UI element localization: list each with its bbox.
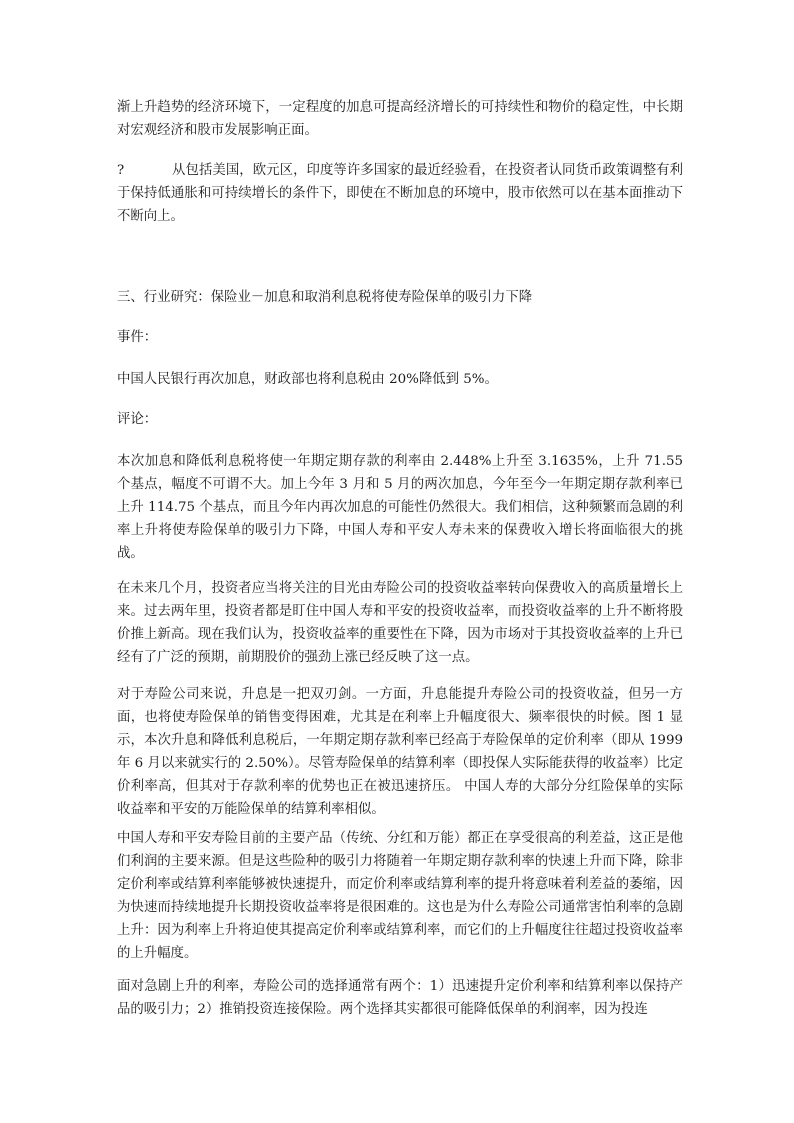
section-heading-industry-research: 三、行业研究：保险业－加息和取消利息税将使寿险保单的吸引力下降 [117, 290, 533, 305]
paragraph-insurer-choices: 面对急剧上升的利率，寿险公司的选择通常有两个：1）迅速提升定价利率和结算利率以保持产品的吸引力；2）推销投资连接保险。两个选择其实都很可能降低保单的利润率，因为投连 [117, 979, 683, 1017]
label-event: 事件： [117, 330, 158, 345]
paragraph-event-detail: 中国人民银行再次加息，财政部也将利息税由 20%降低到 5%。 [117, 372, 498, 387]
label-comment: 评论： [117, 412, 158, 427]
paragraph-double-edged-sword: 对于寿险公司来说，升息是一把双刃剑。一方面，升息能提升寿险公司的投资收益，但另一方面，也将使寿险保单的销售变得困难，尤其是在利率上升幅度很大、频率很快的时候。图 1 显示，本次升息和降低利息税后，一年期定期存款利率已经高于寿险保单的定价利率（即从 1999 年 6 月以来就实行的 2.50%）。尽管寿险保单的结算利率（即投保人实际能获得的收益率）比定价利率高，但其对于存款利率的优势也正在被迅速挤压。 中国人寿的大部分分红险保单的实际收益率和平安的万能险保单的结算利率相似。 [117, 687, 683, 817]
paragraph-international-experience-text: 从包括美国，欧元区，印度等许多国家的最近经验看，在投资者认同货币政策调整有利于保持低通胀和可持续增长的条件下，即使在不断加息的环境中，股市依然可以在基本面推动下不断向上。 [117, 163, 683, 224]
paragraph-macro-outlook: 渐上升趋势的经济环境下，一定程度的加息可提高经济增长的可持续性和物价的稳定性，中长期对宏观经济和股市发展影响正面。 [117, 100, 683, 138]
paragraph-rate-hike-impact: 本次加息和降低利息税将使一年期定期存款的利率由 2.448%上升至 3.1635%，上升 71.55 个基点，幅度不可谓不大。加上今年 3 月和 5 月的两次加息，今年至今一年期定期存款利率已上升 114.75 个基点，而且今年内再次加息的可能性仍然很大。我们相信，这种频繁而急剧的利率上升将使寿险保单的吸引力下降，中国人寿和平安人寿未来的保费收入增长将面临很大的挑战。 [117, 454, 683, 561]
paragraph-main-products: 中国人寿和平安寿险目前的主要产品（传统、分红和万能）都正在享受很高的利差益，这正是他们利润的主要来源。但是这些险种的吸引力将随着一年期定期存款利率的快速上升而下降，除非定价利率或结算利率能够被快速提升，而定价利率或结算利率的提升将意味着利差益的萎缩，因为快速而持续地提升长期投资收益率将是很困难的。这也是为什么寿险公司通常害怕利率的急剧上升：因为利率上升将迫使其提高定价利率或结算利率，而它们的上升幅度往往超过投资收益率的上升幅度。 [117, 831, 683, 961]
paragraph-investor-focus: 在未来几个月，投资者应当将关注的目光由寿险公司的投资收益率转向保费收入的高质量增长上来。过去两年里，投资者都是盯住中国人寿和平安的投资收益率，而投资收益率的上升不断将股价推上新高。现在我们认为，投资收益率的重要性在下降，因为市场对于其投资收益率的上升已经有了广泛的预期，前期股价的强劲上涨已经反映了这一点。 [117, 581, 683, 665]
paragraph-international-experience [117, 159, 683, 228]
bullet-marker: ? [117, 163, 125, 178]
